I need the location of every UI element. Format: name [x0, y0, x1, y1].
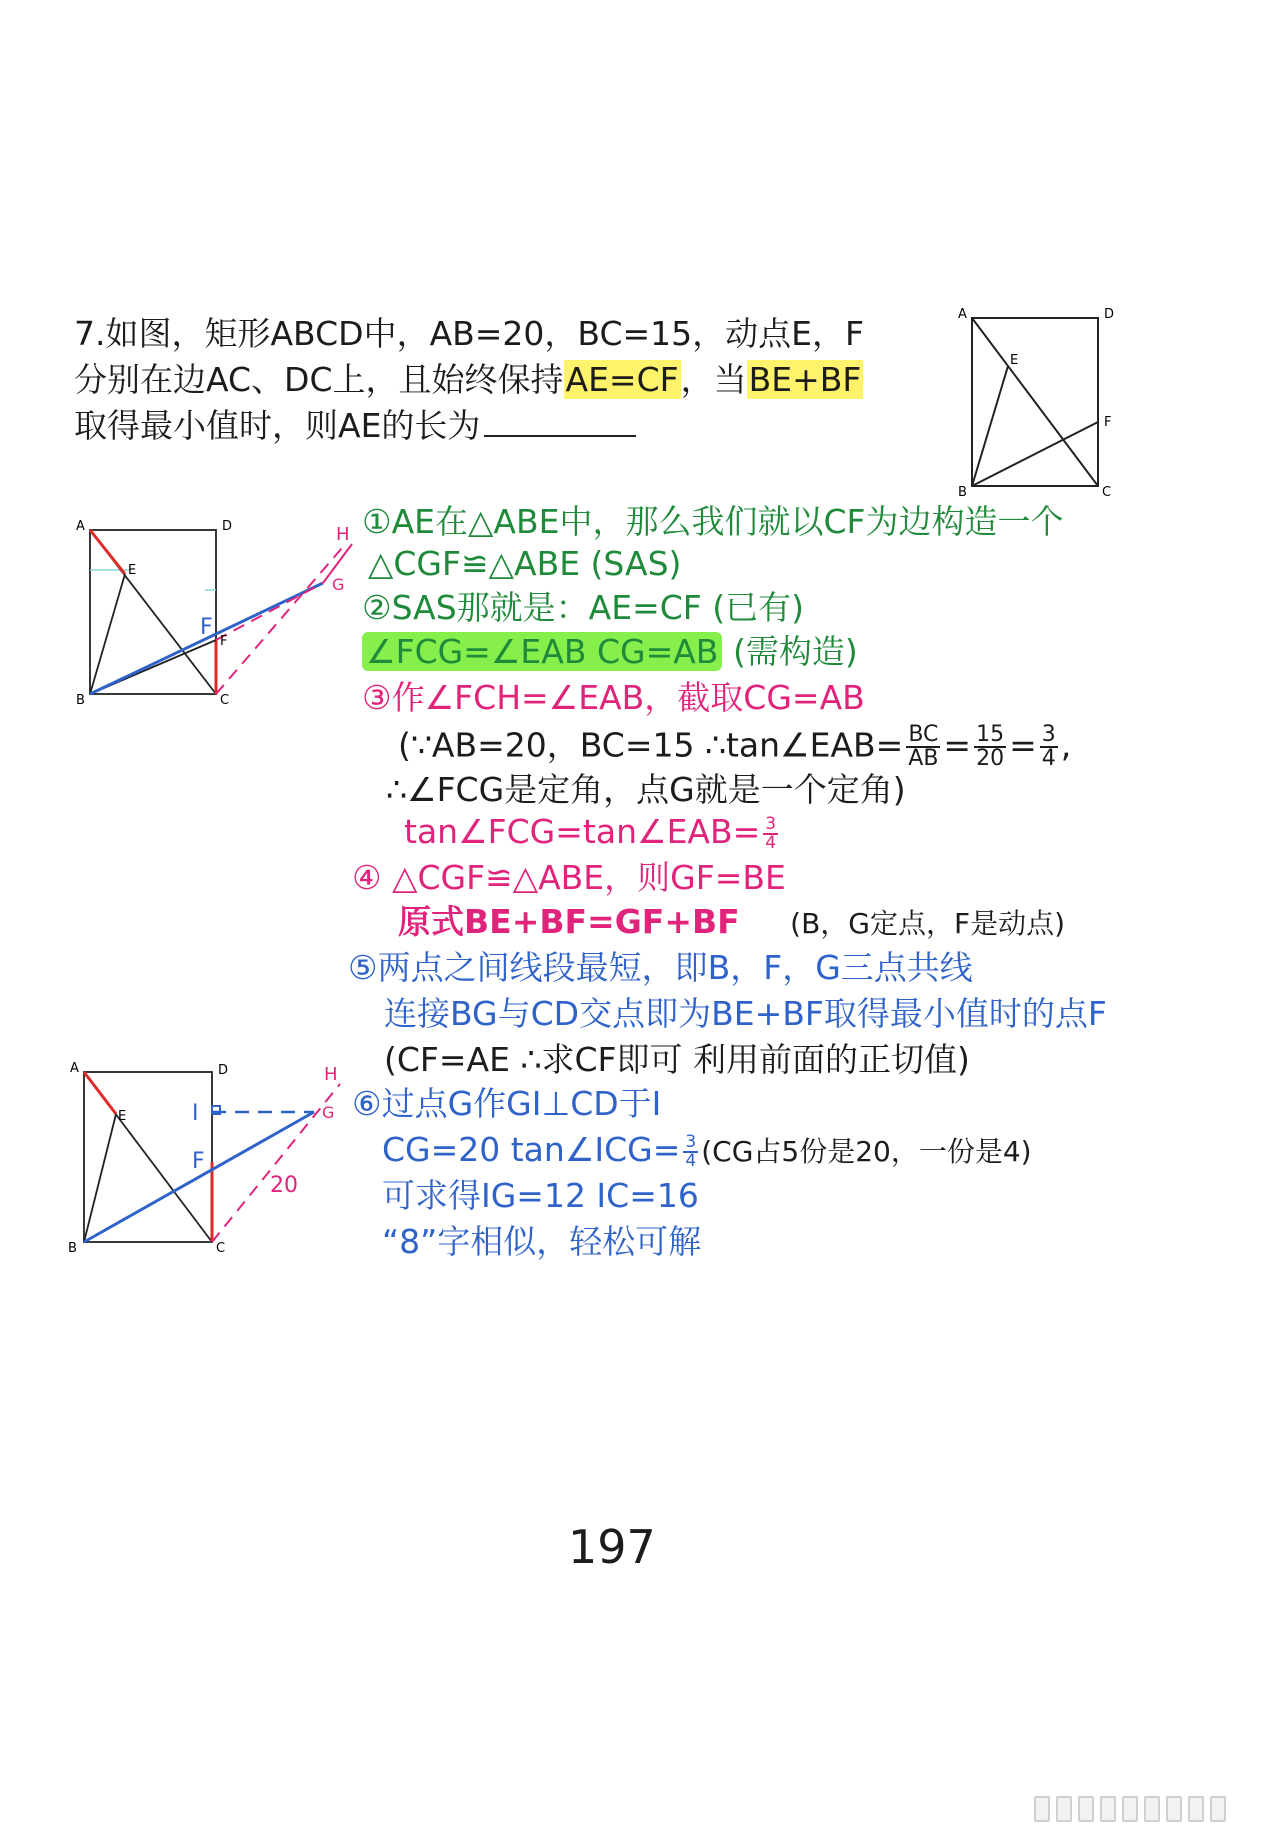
- viewer-toolbar: [1034, 1796, 1226, 1822]
- toolbar-handle[interactable]: [1100, 1796, 1116, 1822]
- label-h: H: [324, 1064, 338, 1085]
- fraction-15-20: $\frac{15}{20}$: [976, 722, 1005, 771]
- label-a: A: [958, 307, 967, 322]
- fraction-3-4: $\frac{3}{4}$: [1041, 722, 1056, 771]
- step-5-line-1: ⑤两点之间线段最短，即B，F，G三点共线: [348, 948, 973, 987]
- label-e: E: [1010, 353, 1019, 368]
- step-text: (∵AB=20，BC=15 ∴tan∠EAB=: [398, 725, 904, 765]
- fraction-bc-ab: $\frac{BC}{AB}$: [908, 722, 939, 771]
- label-g: G: [332, 575, 345, 594]
- segment-be: [84, 1114, 116, 1242]
- label-b: B: [958, 485, 967, 500]
- toolbar-handle[interactable]: [1078, 1796, 1094, 1822]
- page-number: 197: [568, 1520, 656, 1574]
- step-4-line-2: [398, 902, 1065, 944]
- segment-be: [90, 574, 125, 694]
- segment-bf: [972, 422, 1098, 486]
- fraction-3-4: $\frac{3}{4}$: [765, 813, 777, 853]
- label-e: E: [128, 563, 137, 578]
- figure-problem: [950, 300, 1130, 500]
- problem-text: 取得最小值时，则AE的长为: [74, 406, 481, 445]
- step-1-line-1: ①AE在△ABE中，那么我们就以CF为边构造一个: [362, 502, 1064, 541]
- step-6-line-2: [382, 1130, 1032, 1172]
- label-c: C: [220, 693, 230, 708]
- problem-text: 分别在边AC、DC上，且始终保持: [74, 360, 564, 399]
- step-4-line-1: ④ △CGF≌△ABE，则GF=BE: [352, 858, 786, 897]
- step-3-line-4: [404, 812, 781, 852]
- label-f-blue: F: [192, 1149, 205, 1174]
- problem-line-3: [74, 406, 636, 446]
- toolbar-handle[interactable]: [1034, 1796, 1050, 1822]
- step-2-line-1: ②SAS那就是：AE=CF (已有): [362, 588, 805, 627]
- toolbar-handle[interactable]: [1166, 1796, 1182, 1822]
- label-f-blue: F: [200, 615, 213, 640]
- step-3-line-3: ∴∠FCG是定角，点G就是一个定角): [386, 770, 906, 809]
- label-c: C: [1102, 485, 1112, 500]
- highlight-be-bf: BE+BF: [748, 360, 862, 399]
- ray-ch-magenta: [212, 1084, 340, 1242]
- label-b: B: [68, 1241, 77, 1256]
- fraction-3-4: $\frac{3}{4}$: [685, 1131, 697, 1171]
- step-text: (CG占5份是20，一份是4): [701, 1135, 1032, 1168]
- step-5-line-3: (CF=AE ∴求CF即可 利用前面的正切值): [384, 1040, 970, 1079]
- answer-blank: [484, 409, 636, 437]
- toolbar-handle[interactable]: [1210, 1796, 1226, 1822]
- problem-text: ，当: [680, 360, 747, 399]
- segment-be: [972, 366, 1008, 486]
- step-5-line-2: 连接BG与CD交点即为BE+BF取得最小值时的点F: [384, 994, 1107, 1033]
- segment-ae-red: [84, 1072, 116, 1114]
- step-text: tan∠FCG=tan∠EAB=: [404, 812, 761, 851]
- step-2-line-2: [362, 632, 858, 672]
- label-d: D: [222, 519, 233, 534]
- toolbar-handle[interactable]: [1122, 1796, 1138, 1822]
- toolbar-handle[interactable]: [1056, 1796, 1072, 1822]
- step-text: (B，G定点，F是动点): [790, 907, 1066, 940]
- label-e: E: [118, 1109, 127, 1124]
- label-d: D: [1104, 307, 1115, 322]
- highlight-ae-cf: AE=CF: [565, 360, 679, 399]
- highlight-conditions: ∠FCG=∠EAB CG=AB: [362, 632, 722, 671]
- step-3-line-2: (∵AB=20，BC=15 ∴tan∠EAB= $\frac{BC}{AB}$ = $\frac{15}{20}$ = $\frac{3}{4}$ ,: [398, 722, 1072, 771]
- label-b: B: [76, 693, 85, 708]
- label-g: G: [322, 1103, 335, 1122]
- segment-ae-red: [90, 530, 125, 574]
- label-c: C: [216, 1241, 226, 1256]
- step-text: 原式BE+BF=GF+BF: [398, 902, 740, 941]
- toolbar-handle[interactable]: [1144, 1796, 1160, 1822]
- label-length-20: 20: [270, 1173, 298, 1198]
- diagonal-ac: [972, 318, 1098, 486]
- problem-text: 7.如图，矩形ABCD中，AB=20，BC=15，动点E，F: [74, 314, 865, 353]
- step-text: (需构造): [732, 632, 858, 671]
- label-h: H: [336, 524, 350, 545]
- toolbar-handle[interactable]: [1188, 1796, 1204, 1822]
- figure-final: [64, 1040, 364, 1260]
- problem-line-2: [74, 360, 863, 400]
- ray-ch-magenta: [216, 548, 345, 694]
- step-6-line-3: 可求得IG=12 IC=16: [382, 1176, 699, 1215]
- label-a: A: [76, 519, 85, 534]
- problem-line-1: [74, 314, 864, 354]
- step-6-line-1: ⑥过点G作GI⊥CD于I: [352, 1084, 662, 1123]
- step-3-line-1: ③作∠FCH=∠EAB，截取CG=AB: [362, 678, 865, 717]
- figure-construction: [70, 500, 360, 710]
- step-text: CG=20 tan∠ICG=: [382, 1130, 681, 1169]
- step-6-line-4: “8”字相似，轻松可解: [382, 1222, 702, 1261]
- label-d: D: [218, 1063, 229, 1078]
- label-f: F: [220, 634, 228, 649]
- label-a: A: [70, 1061, 79, 1076]
- label-f: F: [1104, 415, 1112, 430]
- label-i-blue: I: [192, 1101, 199, 1126]
- step-1-line-2: △CGF≌△ABE (SAS): [368, 544, 682, 583]
